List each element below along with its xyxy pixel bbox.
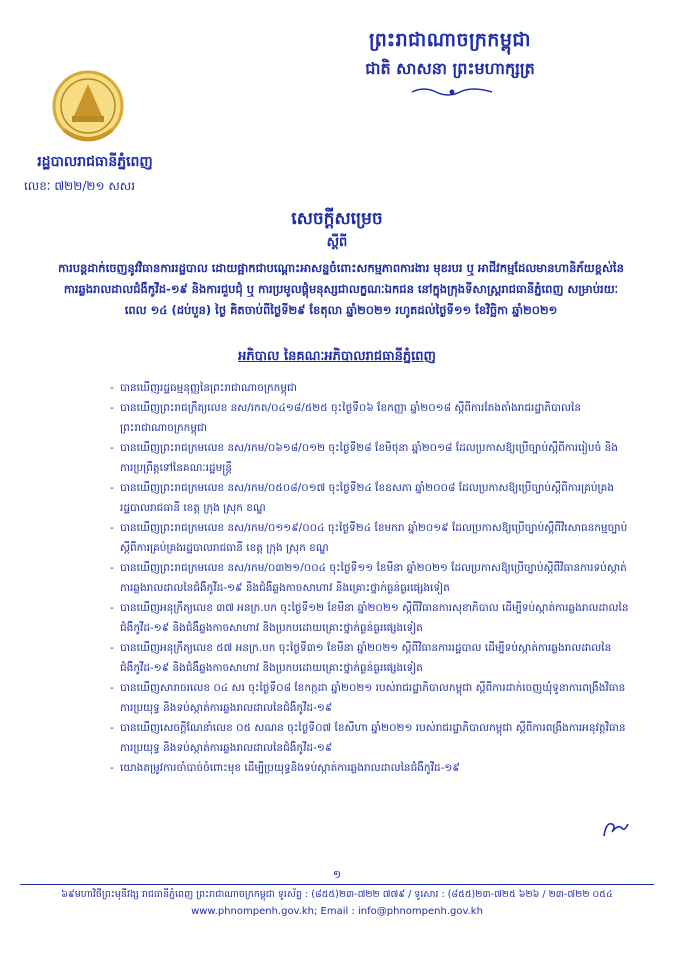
recital-item: - បានឃើញព្រះរាជក្រមលេខ នស/រកម/០៥០៨/០១៧ ចុះថ្ងៃទី២៤ ខែឧសភា ឆ្នាំ២០០៨ ដែលប្រកាសឱ្យប្រើច្បាប់ស្តីពីការគ្រប់គ្រងរដ្ឋបាលរាជធានី ខេត្ត ក្រុង ស្រុក ខណ្ឌ [110,478,630,518]
ornament-divider [410,86,494,98]
footer-address: ៦៩មហាវិថីព្រះមុនីវង្ស រាជធានីភ្នំពេញ ព្រះរាជាណាចក្រកម្ពុជា ទូរស័ព្ទ : (៨៥៥)២៣-៧២២ ៧៧៩ / ទូរសារ : (៨៥៥)២៣-៧២៥ ៦២៦ / ២៣-៧២២ ០៥៤ [61,889,613,900]
recitals-list [110,378,630,778]
governor-heading: អភិបាល នៃគណៈអភិបាលរាជធានីភ្នំពេញ [238,349,436,364]
recital-item: - បានឃើញព្រះរាជក្រមលេខ នស/រកម/០៦១៨/០១២ ចុះថ្ងៃទី២៨ ខែមិថុនា ឆ្នាំ២០១៨ ដែលប្រកាសឱ្យប្រើច្បាប់ស្តីពីការរៀបចំ និងការប្រព្រឹត្តទៅនៃគណៈរដ្ឋមន្ត្រី [110,438,630,478]
document-number: លេខៈ ៧២២/២១ សសរ [24,179,136,193]
municipal-seal-icon [50,68,126,150]
kingdom-heading: ព្រះរាជាណាចក្រកម្ពុជា [369,29,531,51]
document-title: សេចក្តីសម្រេច [291,209,383,229]
footer-contact: www.phnompenh.gov.kh; Email : info@phnompenh.gov.kh [191,906,483,917]
handwritten-initials-icon [600,818,632,842]
page-number: ១ [332,868,342,881]
recital-item: - បានឃើញរដ្ឋធម្មនុញ្ញនៃព្រះរាជាណាចក្រកម្ពុជា [110,378,630,398]
recital-item: - បានឃើញអនុក្រឹត្យលេខ ៥៧ អនក្រ.បក ចុះថ្ងៃទី៣១ ខែមីនា ឆ្នាំ២០២១ ស្តីពីវិធានការរដ្ឋបាល ដើម្បីទប់ស្កាត់ការឆ្លងរាលដាលនៃជំងឺកូវីដ-១៩ និងជំងឺឆ្លងកាចសាហាវ និងប្រកបដោយគ្រោះថ្នាក់ធ្ងន់ធ្ងរផ្សេងទៀត [110,638,630,678]
recital-item: - បានឃើញសារាចរលេខ ០៤ សរ ចុះថ្ងៃទី០៨ ខែកក្កដា ឆ្នាំ២០២១ របស់រាជរដ្ឋាភិបាលកម្ពុជា ស្តីពីការដាក់ចេញឃុំទូនាការពង្រឹងវិធានការប្រយុទ្ធ និងទប់ស្កាត់ការឆ្លងរាលដាលនៃជំងឺកូវីដ-១៩ [110,678,630,718]
decision-subject: ការបន្តដាក់ចេញនូវវិធានការរដ្ឋបាល ដោយផ្អាកជាបណ្តោះអាសន្នចំពោះសកម្មភាពការងារ មុខរបរ ឬ អាជីវកម្មដែលមានហានិភ័យខ្ពស់នៃការឆ្លងរាលដាលជំងឺកូវីដ-១៩ និងការជួបជុំ ឬ ការប្រមូលផ្តុំមនុស្សជាលក្ខណៈឯកជន នៅក្នុងក្រុងទីសាស្ត្ររាជធានីភ្នំពេញ សម្រាប់រយៈពេល ១៤ (ដប់បួន) ថ្ងៃ គិតចាប់ពីថ្ងៃទី២៩ ខែតុលា ឆ្នាំ២០២១ រហូតដល់ថ្ងៃទី១១ ខែវិច្ឆិកា ឆ្នាំ២០២១ [58,261,624,317]
recital-item: - បានឃើញព្រះរាជក្រមលេខ នស/រកម/០៣២១/០០៤ ចុះថ្ងៃទី១១ ខែមីនា ឆ្នាំ២០២១ ដែលប្រកាសឱ្យប្រើច្បាប់ស្តីពីវិធានការទប់ស្កាត់ការឆ្លងរាលដាលនៃជំងឺកូវីដ-១៩ និងជំងឺឆ្លងកាចសាហាវ និងគ្រោះថ្នាក់ធ្ងន់ធ្ងរផ្សេងទៀត [110,558,630,598]
national-motto: ជាតិ សាសនា ព្រះមហាក្សត្រ [365,59,535,78]
issuer-name: រដ្ឋបាលរាជធានីភ្នំពេញ [37,154,153,170]
footer-divider [20,884,654,885]
recital-item: - យោងតម្រូវការចាំបាច់ចំពោះមុខ ដើម្បីប្រយុទ្ធនិងទប់ស្កាត់ការឆ្លងរាលដាលនៃជំងឺកូវីដ-១៩ [110,758,630,778]
recital-item: - បានឃើញសេចក្តីណែនាំលេខ ០៥ សណន ចុះថ្ងៃទី០៧ ខែសីហា ឆ្នាំ២០២១ របស់រាជរដ្ឋាភិបាលកម្ពុជា ស្តីពីការពង្រឹងការអនុវត្តវិធានការប្រយុទ្ធ និងទប់ស្កាត់ការឆ្លងរាលដាលនៃជំងឺកូវីដ-១៩ [110,718,630,758]
recital-item: - បានឃើញអនុក្រឹត្យលេខ ៣៧ អនក្រ.បក ចុះថ្ងៃទី១២ ខែមីនា ឆ្នាំ២០២១ ស្តីពីវិធានការសុខាភិបាល ដើម្បីទប់ស្កាត់ការឆ្លងរាលដាលនៃជំងឺកូវីដ-១៩ និងជំងឺឆ្លងកាចសាហាវ និងប្រកបដោយគ្រោះថ្នាក់ធ្ងន់ធ្ងរផ្សេងទៀត [110,598,630,638]
recital-item: - បានឃើញព្រះរាជក្រមលេខ នស/រកម/០១១៩/០០៤ ចុះថ្ងៃទី២៤ ខែមករា ឆ្នាំ២០១៩ ដែលប្រកាសឱ្យប្រើច្បាប់ស្តីពីវិសោធនកម្មច្បាប់ស្តីពីការគ្រប់គ្រងរដ្ឋបាលរាជធានី ខេត្ត ក្រុង ស្រុក ខណ្ឌ [110,518,630,558]
about-label: ស្តីពី [326,235,348,250]
recital-item: - បានឃើញព្រះរាជក្រឹត្យលេខ នស/រកត/០៤១៨/៥២៥ ចុះថ្ងៃទី០៦ ខែកញ្ញា ឆ្នាំ២០១៨ ស្តីពីការតែងតាំងរាជរដ្ឋាភិបាលនៃព្រះរាជាណាចក្រកម្ពុជា [110,398,630,438]
